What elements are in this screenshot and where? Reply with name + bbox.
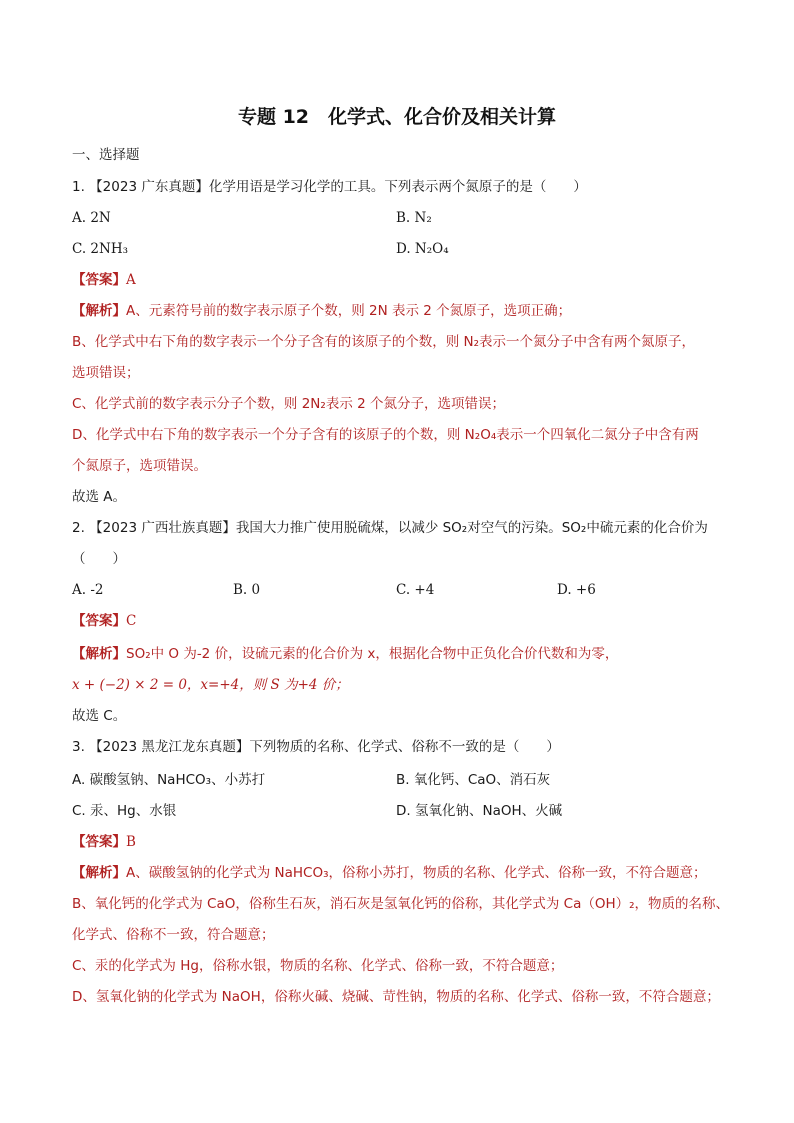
answer-label: 【答案】 — [72, 272, 126, 288]
answer-value: A — [126, 272, 136, 288]
q3-option-a: A. 碳酸氢钠、NaHCO₃、小苏打 — [72, 772, 266, 788]
q2-option-b: B. 0 — [233, 582, 261, 598]
q3-answer — [72, 833, 136, 851]
q1-analysis-line: D、化学式中右下角的数字表示一个分子含有的该原子的个数，则 N₂O₄表示一个四氧化二氮分子中含有两 — [72, 427, 699, 443]
q2-stem-continued: （ ） — [72, 551, 126, 567]
analysis-text: A、元素符号前的数字表示原子个数，则 2N 表示 2 个氮原子，选项正确； — [126, 303, 572, 319]
analysis-label: 【解析】 — [72, 646, 126, 662]
q2-option-a: A. -2 — [72, 582, 104, 598]
q2-analysis-line — [72, 645, 618, 663]
q3-analysis-line: D、氢氧化钠的化学式为 NaOH，俗称火碱、烧碱、苛性钠，物质的名称、化学式、俗称一致，不符合题意； — [72, 989, 720, 1005]
answer-value: C — [126, 613, 137, 629]
answer-label: 【答案】 — [72, 834, 126, 850]
q1-analysis-line: 个氮原子，选项错误。 — [72, 458, 207, 474]
q1-analysis-line — [72, 302, 571, 320]
document-title: 专题 12 化学式、化合价及相关计算 — [237, 106, 557, 128]
q2-option-c: C. +4 — [396, 582, 435, 598]
q1-analysis-line: C、化学式前的数字表示分子个数，则 2N₂表示 2 个氮分子，选项错误； — [72, 396, 505, 412]
analysis-text: SO₂中 O 为-2 价，设硫元素的化合价为 x，根据化合物中正负化合价代数和为零， — [126, 646, 619, 662]
q1-stem: 1. 【2023 广东真题】化学用语是学习化学的工具。下列表示两个氮原子的是（ ） — [72, 179, 587, 195]
q3-analysis-line: 化学式、俗称不一致，符合题意； — [72, 927, 275, 943]
analysis-label: 【解析】 — [72, 865, 126, 881]
answer-value: B — [126, 834, 136, 850]
section-heading: 一、选择题 — [72, 147, 140, 163]
q1-analysis-line: B、化学式中右下角的数字表示一个分子含有的该原子的个数，则 N₂表示一个氮分子中含有两个氮原子， — [72, 334, 696, 350]
q1-answer — [72, 271, 136, 289]
q2-answer — [72, 612, 136, 630]
q1-option-b: B. N₂ — [396, 210, 432, 226]
q1-option-a: A. 2N — [72, 210, 111, 226]
q2-option-d: D. +6 — [557, 582, 596, 598]
q2-stem: 2. 【2023 广西壮族真题】我国大力推广使用脱硫煤，以减少 SO₂对空气的污染。SO₂中硫元素的化合价为 — [72, 520, 708, 536]
q2-conclusion: 故选 C。 — [72, 708, 127, 724]
q3-stem: 3. 【2023 黑龙江龙东真题】下列物质的名称、化学式、俗称不一致的是（ ） — [72, 739, 560, 755]
q1-option-c: C. 2NH₃ — [72, 241, 129, 257]
q3-option-b: B. 氧化钙、CaO、消石灰 — [396, 772, 551, 788]
q3-option-c: C. 汞、Hg、水银 — [72, 803, 177, 819]
q1-conclusion: 故选 A。 — [72, 489, 127, 505]
answer-label: 【答案】 — [72, 613, 126, 629]
q1-option-d: D. N₂O₄ — [396, 241, 449, 257]
q1-analysis-line: 选项错误； — [72, 365, 140, 381]
q3-analysis-line: B、氧化钙的化学式为 CaO，俗称生石灰，消石灰是氢氧化钙的俗称，其化学式为 Ca（OH）₂，物质的名称、 — [72, 896, 730, 912]
q2-equation-line: x + (−2) × 2 = 0，x=+4，则 S 为+4 价； — [72, 677, 349, 693]
analysis-text: A、碳酸氢钠的化学式为 NaHCO₃，俗称小苏打，物质的名称、化学式、俗称一致，不符合题意； — [126, 865, 707, 881]
analysis-label: 【解析】 — [72, 303, 126, 319]
q3-analysis-line: C、汞的化学式为 Hg，俗称水银，物质的名称、化学式、俗称一致，不符合题意； — [72, 958, 564, 974]
q3-analysis-line — [72, 864, 707, 882]
q3-option-d: D. 氢氧化钠、NaOH、火碱 — [396, 803, 563, 819]
